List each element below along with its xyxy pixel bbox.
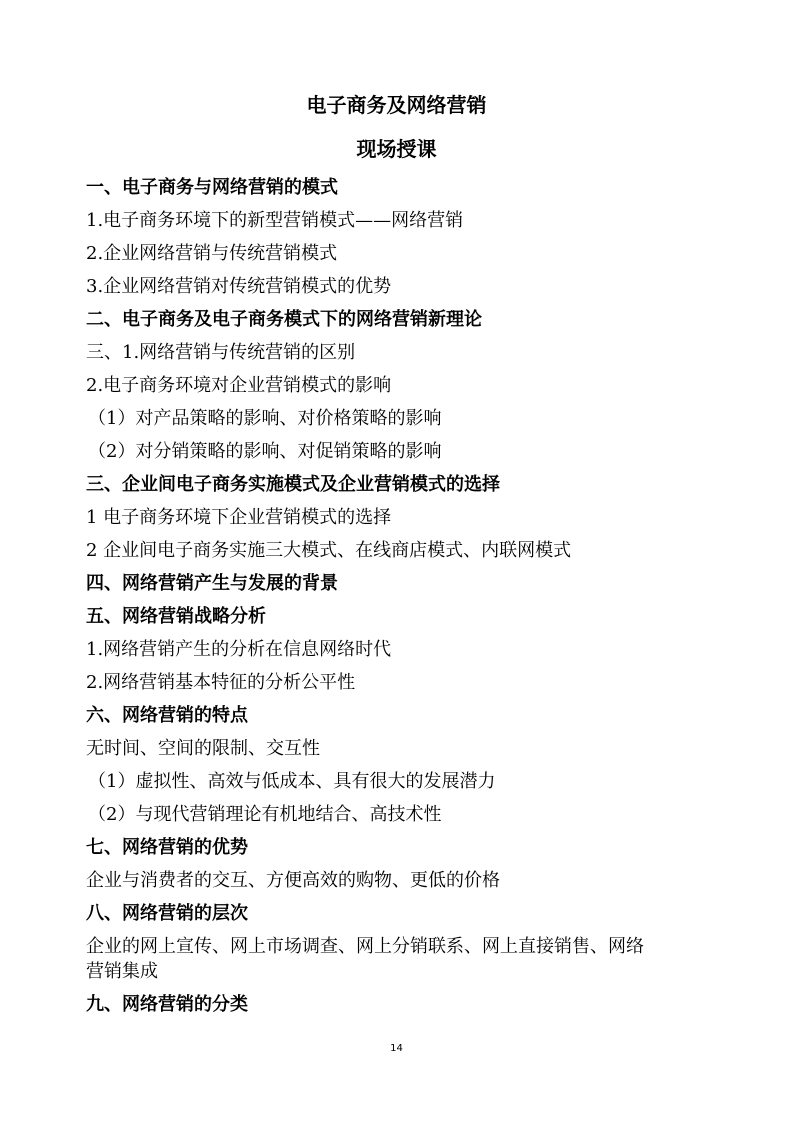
body-line: 2.网络营销基本特征的分析公平性 <box>86 672 356 693</box>
body-line: 1.网络营销产生的分析在信息网络时代 <box>86 639 392 660</box>
body-line: 3.企业网络营销对传统营销模式的优势 <box>86 276 392 297</box>
page-number: 14 <box>390 1043 403 1054</box>
body-line: （2）与现代营销理论有机地结合、高技术性 <box>88 804 442 825</box>
body-line: 1.电子商务环境下的新型营销模式——网络营销 <box>86 210 464 231</box>
body-line: 营销集成 <box>86 961 158 982</box>
body-line: 企业的网上宣传、网上市场调查、网上分销联系、网上直接销售、网络 <box>86 936 644 957</box>
body-line: （2）对分销策略的影响、对促销策略的影响 <box>88 441 442 462</box>
body-line: 2.企业网络营销与传统营销模式 <box>86 243 338 264</box>
body-line: （1）对产品策略的影响、对价格策略的影响 <box>88 408 442 429</box>
section-heading-3: 三、企业间电子商务实施模式及企业营销模式的选择 <box>86 474 500 495</box>
section-heading-9: 九、网络营销的分类 <box>86 994 248 1015</box>
body-line: 无时间、空间的限制、交互性 <box>86 738 320 759</box>
body-line: 2 企业间电子商务实施三大模式、在线商店模式、内联网模式 <box>86 540 572 561</box>
section-heading-8: 八、网络营销的层次 <box>86 903 248 924</box>
body-line: 2.电子商务环境对企业营销模式的影响 <box>86 375 392 396</box>
section-heading-6: 六、网络营销的特点 <box>86 705 248 726</box>
section-heading-2: 二、电子商务及电子商务模式下的网络营销新理论 <box>86 309 482 330</box>
body-line: 1 电子商务环境下企业营销模式的选择 <box>86 507 392 528</box>
section-heading-7: 七、网络营销的优势 <box>86 837 248 858</box>
section-heading-5: 五、网络营销战略分析 <box>86 606 266 627</box>
document-title: 电子商务及网络营销 <box>306 93 487 117</box>
section-heading-1: 一、电子商务与网络营销的模式 <box>86 177 338 198</box>
body-line: 企业与消费者的交互、方便高效的购物、更低的价格 <box>86 870 500 891</box>
body-line: 三、1.网络营销与传统营销的区别 <box>86 342 356 363</box>
document-subtitle: 现场授课 <box>356 137 437 161</box>
section-heading-4: 四、网络营销产生与发展的背景 <box>86 573 338 594</box>
body-line: （1）虚拟性、高效与低成本、具有很大的发展潜力 <box>88 771 496 792</box>
